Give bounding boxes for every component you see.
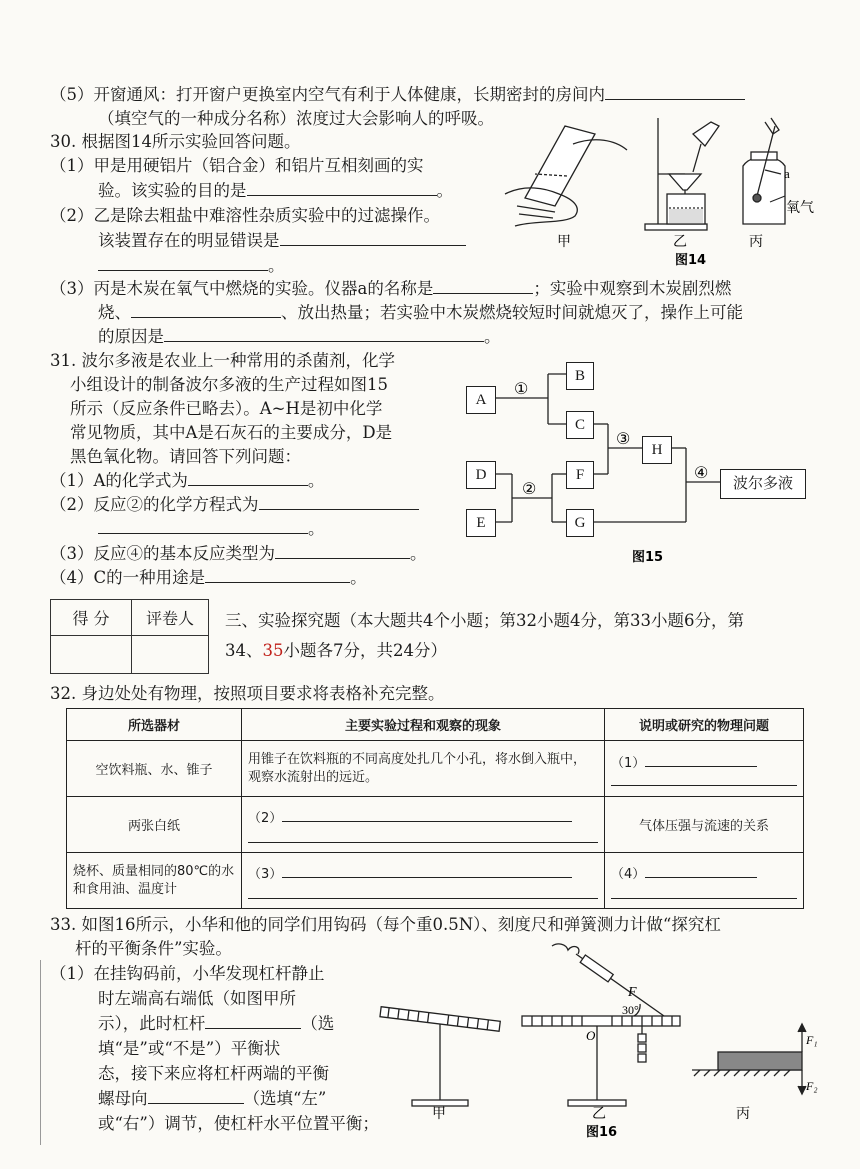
q31-p1: （1）A的化学式为 。 xyxy=(50,471,325,490)
fig14-caption: 图14 xyxy=(675,253,707,266)
fig16-yi: 乙 xyxy=(592,1106,606,1122)
grader-cell[interactable] xyxy=(132,636,209,674)
q31-p3: （3）反应④的基本反应类型为 。 xyxy=(50,544,427,563)
q32-stem: 32. 身边处处有物理，按照项目要求将表格补充完整。 xyxy=(50,684,445,703)
table-cell: 烧杯、质量相同的80℃的水和食用油、温度计 xyxy=(67,853,242,909)
table-row xyxy=(67,853,804,909)
fig14-yi: 乙 xyxy=(673,234,687,250)
answer-blank[interactable] xyxy=(98,255,268,271)
fig15-caption: 图15 xyxy=(632,550,664,565)
table-cell-answer xyxy=(242,853,605,909)
answer-blank[interactable] xyxy=(282,862,572,878)
answer-blank[interactable] xyxy=(282,806,572,822)
answer-label: （2） xyxy=(248,811,283,826)
answer-blank[interactable] xyxy=(188,470,308,486)
q30-p2-line3: 。 xyxy=(98,255,285,277)
q29-5-line1: （5）开窗通风：打开窗户更换室内空气有利于人体健康，长期密封的房间内 xyxy=(50,84,745,106)
answer-blank[interactable] xyxy=(259,494,419,510)
q33-p1-l1: （1）在挂钩码前，小华发现杠杆静止 xyxy=(50,964,325,983)
q33-stem1: 33. 如图16所示，小华和他的同学们用钩码（每个重0.5N）、刻度尺和弹簧测力计做“探究杠 xyxy=(50,915,721,934)
table-header-row xyxy=(67,709,804,741)
q30-p2-line1: （2）乙是除去粗盐中难溶性杂质实验中的过滤操作。 xyxy=(50,206,440,225)
table-cell: 两张白纸 xyxy=(67,797,242,853)
answer-blank[interactable] xyxy=(645,862,757,878)
fig16-bing: 丙 xyxy=(736,1106,750,1122)
q30-p3-line2: 烧、 、放出热量；若实验中木炭燃烧较短时间就熄灭了，操作上可能 xyxy=(98,303,743,322)
fig15-r4: ④ xyxy=(694,463,709,482)
fig14-label-o2: 氧气 xyxy=(786,200,814,216)
table-header: 说明或研究的物理问题 xyxy=(605,709,804,741)
table-cell-answer xyxy=(242,797,605,853)
fig14-label-a: a xyxy=(784,166,790,181)
answer-blank[interactable] xyxy=(205,1013,301,1029)
table-cell-answer xyxy=(605,741,804,797)
answer-line[interactable] xyxy=(248,884,598,899)
q30-p3-line3: 的原因是 。 xyxy=(98,327,501,346)
answer-label: （4） xyxy=(611,867,646,882)
answer-blank[interactable] xyxy=(205,567,350,583)
fig16-f2: F₂ xyxy=(806,1079,818,1093)
fig15-node-b: B xyxy=(566,362,594,390)
answer-blank[interactable] xyxy=(148,1088,244,1104)
table-row xyxy=(67,797,804,853)
table-row xyxy=(67,741,804,797)
q33-p1-l7: 或“右”）调节，使杠杆水平位置平衡； xyxy=(98,1114,379,1133)
q33-p1-l2: 时左端高右端低（如图甲所 xyxy=(98,989,296,1008)
q31-stem3: 所示（反应条件已略去）。A~H是初中化学 xyxy=(70,399,383,418)
answer-blank[interactable] xyxy=(98,518,308,534)
fig15-node-c: C xyxy=(566,411,594,439)
fig15-node-g: G xyxy=(566,509,594,537)
fig16-angle: 30° xyxy=(622,1003,639,1017)
q30-p1-line2: 验。该实验的目的是 。 xyxy=(98,181,453,200)
q31-p4: （4）C的一种用途是 。 xyxy=(50,568,367,587)
q33-p1-l5: 态，接下来应将杠杆两端的平衡 xyxy=(98,1064,329,1083)
fig15-node-h: H xyxy=(642,436,672,464)
q30-stem: 30. 根据图14所示实验回答问题。 xyxy=(50,132,301,151)
answer-line[interactable] xyxy=(611,773,797,786)
fig14-yi-filter xyxy=(645,118,719,230)
q30-p2-line2: 该装置存在的明显错误是 xyxy=(98,230,466,252)
fig16-jia-lever xyxy=(380,1007,500,1106)
answer-blank[interactable] xyxy=(605,84,745,100)
fig16-f1: F₁ xyxy=(806,1033,818,1047)
fig15-r1: ① xyxy=(514,379,529,398)
fig14-jia: 甲 xyxy=(557,234,571,250)
answer-blank[interactable] xyxy=(131,302,281,318)
fig15-node-e: E xyxy=(466,509,496,537)
section3-title-b: 34、35小题各7分，共24分） xyxy=(225,641,447,660)
fig16-jia: 甲 xyxy=(432,1106,446,1122)
table-cell: 气体压强与流速的关系 xyxy=(605,797,804,853)
fig15-node-a: A xyxy=(466,386,496,414)
answer-line[interactable] xyxy=(248,828,598,843)
table-cell-answer xyxy=(605,853,804,909)
q32-table xyxy=(66,708,804,909)
fig15-r2: ② xyxy=(522,479,537,498)
answer-blank[interactable] xyxy=(433,278,533,294)
q31-stem2: 小组设计的制备波尔多液的生产过程如图15 xyxy=(70,375,388,394)
score-cell[interactable] xyxy=(51,636,132,674)
answer-blank[interactable] xyxy=(275,543,410,559)
q33-p1-l4: 填“是”或“不是”）平衡状 xyxy=(98,1039,281,1058)
answer-blank[interactable] xyxy=(164,326,484,342)
q31-stem4: 常见物质，其中A是石灰石的主要成分，D是 xyxy=(70,423,393,442)
table-cell: 空饮料瓶、水、锥子 xyxy=(67,741,242,797)
answer-blank[interactable] xyxy=(645,751,757,767)
fig16-yi-lever xyxy=(522,944,680,1106)
answer-label: （3） xyxy=(248,867,283,882)
figure-14 xyxy=(495,116,825,266)
fig15-node-f: F xyxy=(566,461,594,489)
fig16-f: F xyxy=(628,985,637,1000)
q29-5-line2: （填空气的一种成分名称）浓度过大会影响人的呼吸。 xyxy=(98,109,494,128)
fig16-bing-block xyxy=(692,1024,806,1094)
fig15-node-product: 波尔多液 xyxy=(720,469,806,499)
fig14-jia-hand xyxy=(505,126,627,226)
fig14-bing-jar xyxy=(743,118,785,224)
fig16-o: O xyxy=(586,1028,596,1043)
fig16-caption: 图16 xyxy=(586,1125,618,1140)
score-head-1: 得 分 xyxy=(51,600,132,636)
table-header: 主要实验过程和观察的现象 xyxy=(242,709,605,741)
score-head-2: 评卷人 xyxy=(132,600,209,636)
table-header: 所选器材 xyxy=(67,709,242,741)
q33-p1-l3: 示），此时杠杆 （选 xyxy=(98,1014,335,1033)
fig14-bing: 丙 xyxy=(749,234,763,250)
figure-16 xyxy=(372,940,832,1140)
score-box xyxy=(50,599,209,674)
q33-stem2: 杆的平衡条件”实验。 xyxy=(75,939,232,958)
q31-stem5: 黑色氧化物。请回答下列问题： xyxy=(70,447,301,466)
q31-stem1: 31. 波尔多液是农业上一种常用的杀菌剂，化学 xyxy=(50,351,395,370)
q31-p2-cont: 。 xyxy=(98,518,325,540)
answer-blank[interactable] xyxy=(280,230,466,246)
answer-blank[interactable] xyxy=(247,180,437,196)
margin-line xyxy=(40,960,41,1145)
answer-label: （1） xyxy=(611,756,646,771)
q30-p3-line1: （3）丙是木炭在氧气中燃烧的实验。仪器a的名称是 ；实验中观察到木炭剧烈燃 xyxy=(50,279,732,298)
fig15-node-d: D xyxy=(466,461,496,489)
section3-title-a: 三、实验探究题（本大题共4个小题；第32小题4分，第33小题6分，第 xyxy=(225,611,744,630)
q30-p1-line1: （1）甲是用硬铝片（铝合金）和铝片互相刻画的实 xyxy=(50,156,424,175)
answer-line[interactable] xyxy=(611,884,797,899)
q31-p2: （2）反应②的化学方程式为 xyxy=(50,494,419,516)
table-cell: 用锥子在饮料瓶的不同高度处扎几个小孔，将水倒入瓶中，观察水流射出的远近。 xyxy=(242,741,605,797)
q33-p1-l6: 螺母向 （选填“左” xyxy=(98,1089,327,1108)
fig15-r3: ③ xyxy=(616,429,631,448)
